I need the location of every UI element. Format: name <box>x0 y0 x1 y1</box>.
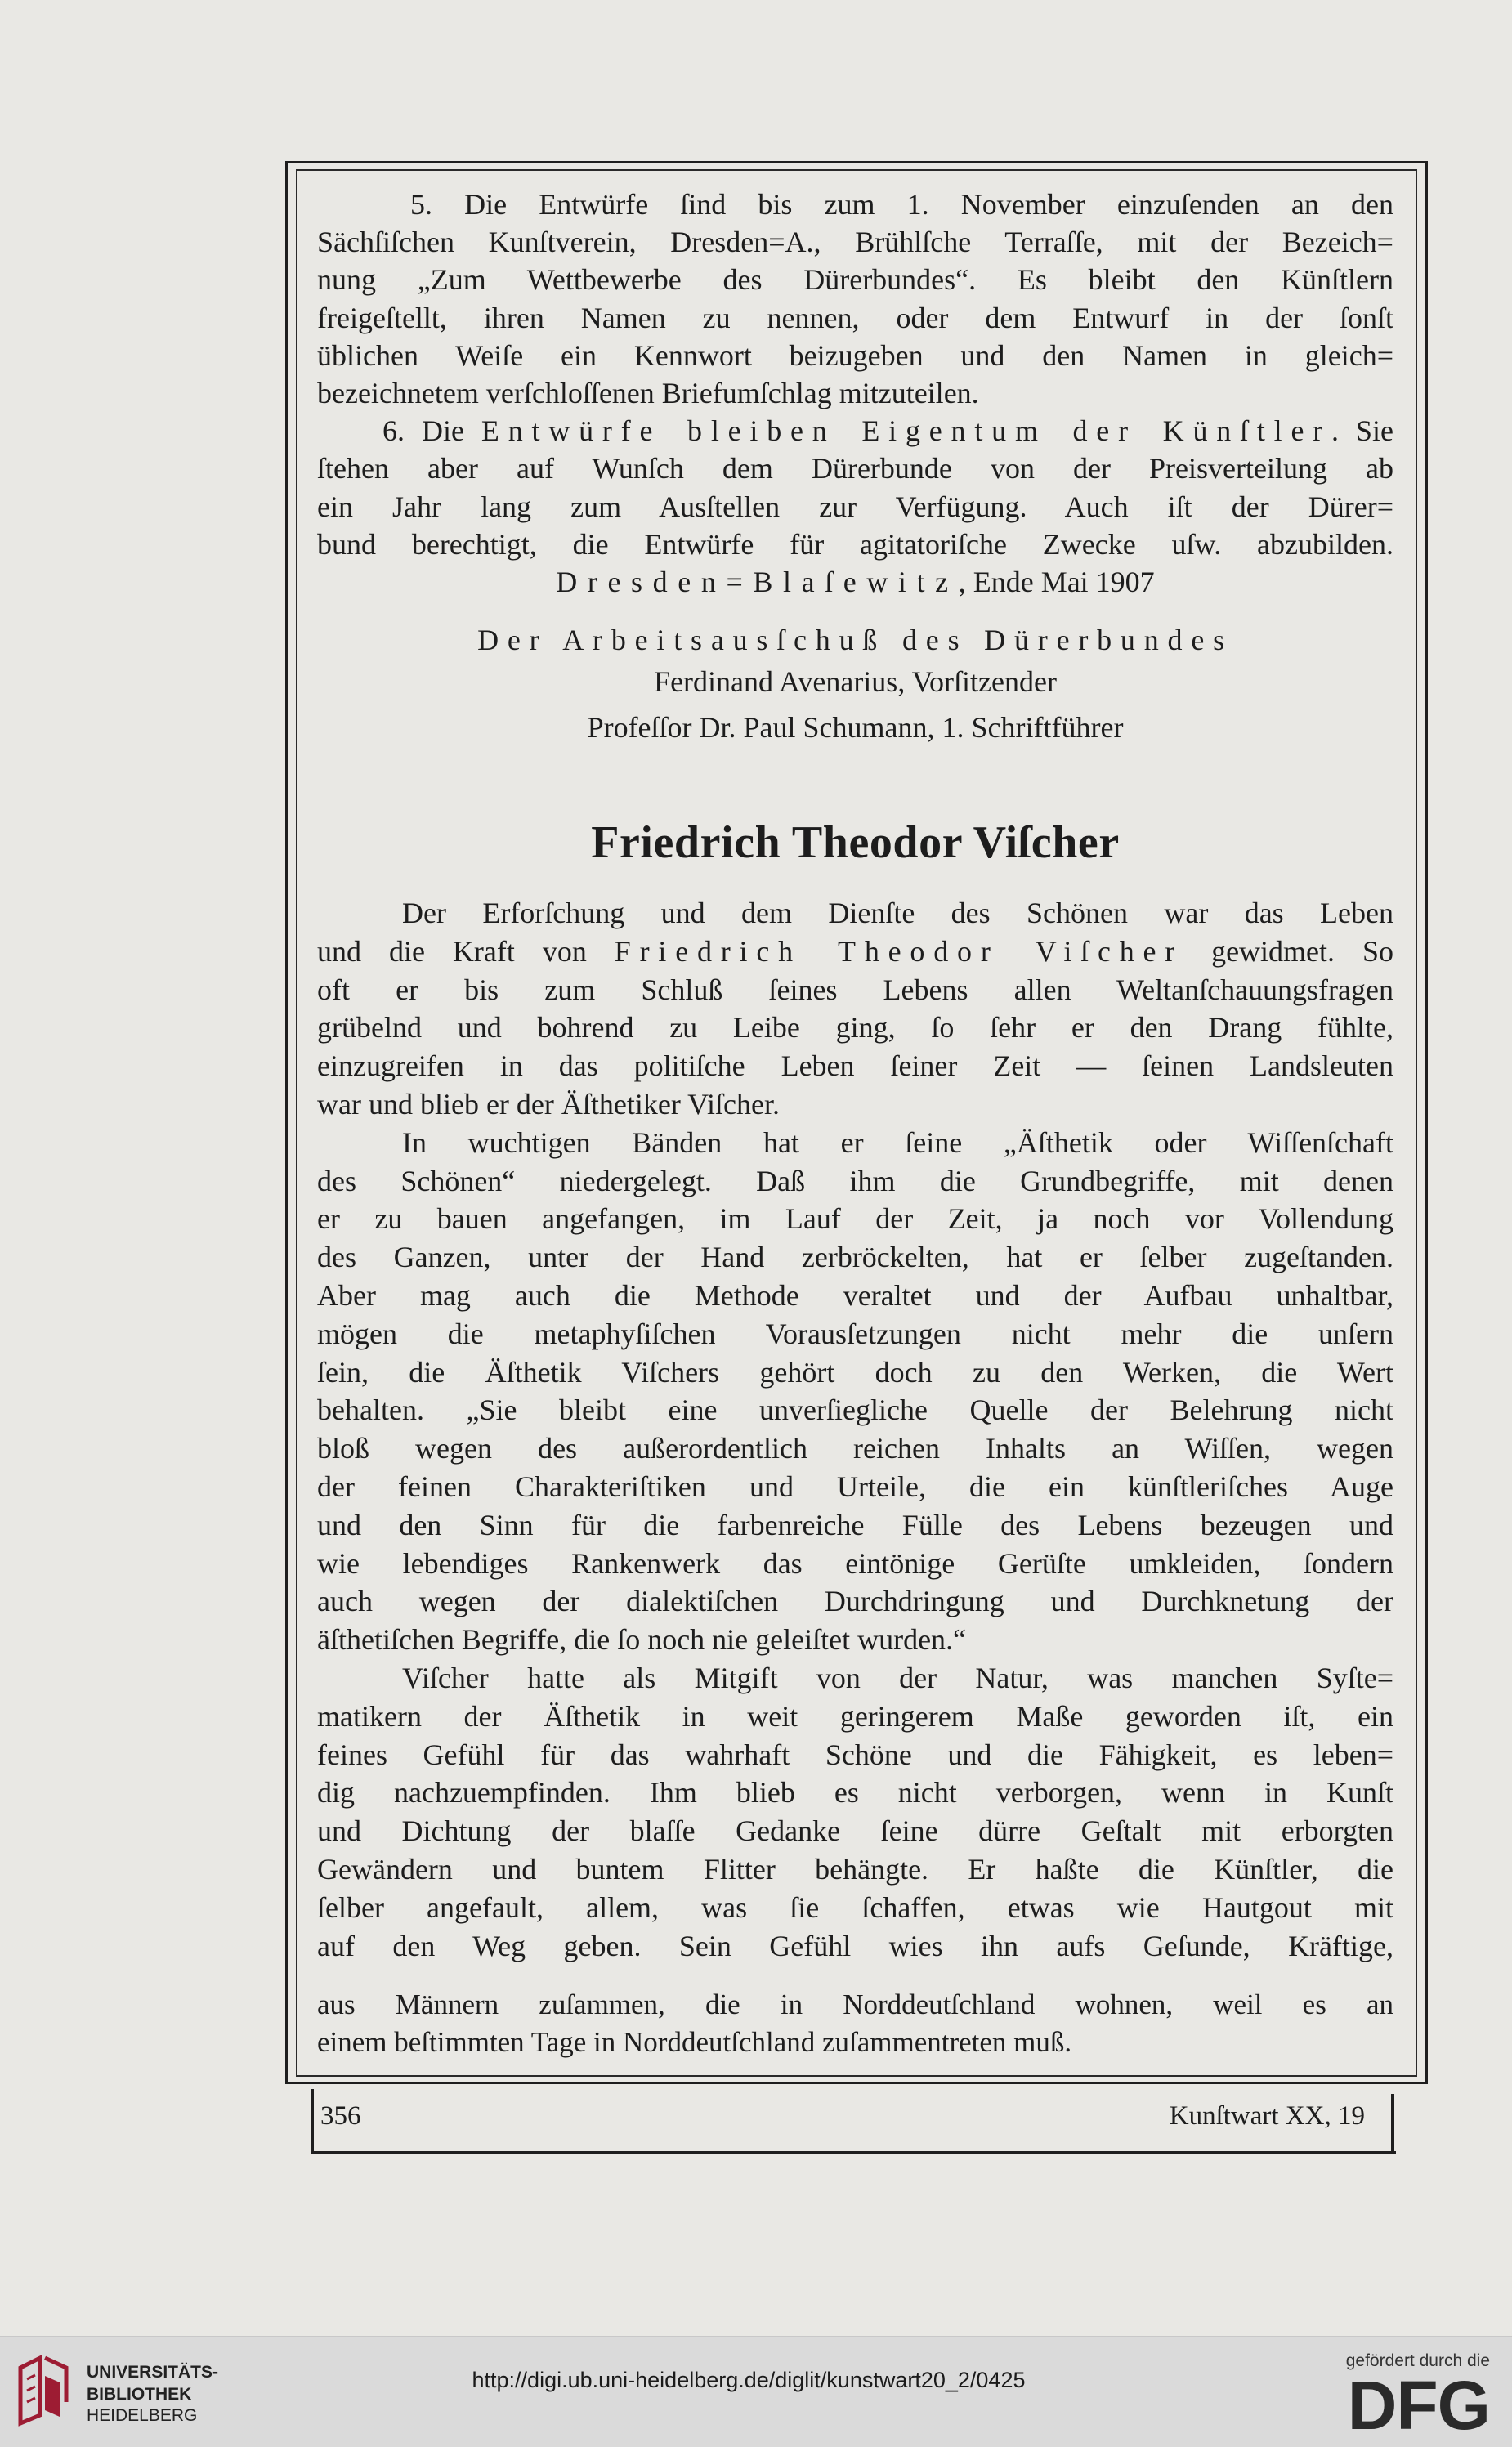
library-name: UNIVERSITÄTS- BIBLIOTHEK HEIDELBERG <box>87 2363 219 2425</box>
footnote <box>317 1986 1393 2061</box>
permalink-url[interactable]: http://digi.ub.uni-heidelberg.de/diglit/kunstwart20_2/0425 <box>472 2368 1026 2392</box>
article-line: Aber mag auch die Methode veraltet und der Aufbau unhaltbar, <box>317 1278 1393 1312</box>
article-line: wie lebendiges Rankenwerk das eintönige Gerüſte umkleiden, ſondern <box>317 1546 1393 1580</box>
article-line: behalten. „Sie bleibt eine unverſiegliche Quelle der Belehrung nicht <box>317 1393 1393 1427</box>
announcement-line: bezeichnetem verſchloſſenen Briefumſchlag mitzuteilen. <box>317 376 979 409</box>
article-line: äſthetiſchen Begriffe, die ſo noch nie geleiſtet wurden.“ <box>317 1623 967 1657</box>
article-line: auf den Weg geben. Sein Gefühl wies ihn aufs Geſunde, Kräftige, <box>317 1929 1393 1962</box>
dateline-place: Dresden=Blaſewitz <box>556 566 959 598</box>
announcement-line: üblichen Weiſe ein Kennwort beizugeben und den Namen in gleich= <box>317 338 1393 372</box>
article-body <box>317 894 1393 1965</box>
article-line: dig nachzuempfinden. Ihm blieb es nicht verborgen, wenn in Kunſt <box>317 1776 1393 1810</box>
footer-rule-left <box>311 2089 314 2154</box>
article-line: In wuchtigen Bänden hat er ſeine „Äſthetik oder Wiſſenſchaft <box>402 1125 1393 1159</box>
announcement-line: ſtehen aber auf Wunſch dem Dürerbunde von der Preisverteilung ab <box>317 452 1393 485</box>
article-line: Der Erforſchung und dem Dienſte des Schönen war das Leben <box>402 897 1393 929</box>
article-line: bloß wegen des außerordentlich reichen Inhalts an Wiſſen, wegen <box>317 1432 1393 1465</box>
line-tail: gewidmet. So <box>1211 934 1394 968</box>
article-title: Friedrich Theodor Viſcher <box>591 817 1120 868</box>
article-line: grübelnd und bohrend zu Leibe ging, ſo ſehr er den Drang fühlte, <box>317 1011 1393 1045</box>
article-line: ſelber angefault, allem, was ſie ſchaffen, etwas wie Hautgout mit <box>317 1890 1393 1924</box>
article-line: des Schönen“ niedergelegt. Daß ihm die Grundbegriffe, mit denen <box>317 1164 1393 1197</box>
article-line: der feinen Charakteriſtiken und Urteile, die ein künſtleriſches Auge <box>317 1470 1393 1503</box>
article-line: Gewändern und buntem Flitter behängte. Er haßte die Künſtler, die <box>317 1852 1393 1886</box>
announcement-line: Sächſiſchen Kunſtverein, Dresden=A., Brühlſche Terraſſe, mit der Bezeich= <box>317 226 1393 259</box>
article-line <box>317 933 1393 971</box>
footer-rule-right <box>1391 2094 1394 2154</box>
name-spaced-emphasis: Friedrich Theodor Viſcher <box>614 934 1184 968</box>
running-footer <box>320 2097 1365 2135</box>
dfg-logo: DFG <box>1347 2367 1490 2444</box>
committee-line <box>317 621 1393 659</box>
announcement-line: nung „Zum Wettbewerbe des Dürerbundes“. Es bleibt den Künſtlern <box>317 263 1393 297</box>
article-line: ſein, die Äſthetik Viſchers gehört doch zu den Werken, die Wert <box>317 1355 1393 1389</box>
announcement-line: freigeſtellt, ihren Namen zu nennen, oder dem Entwurf in der ſonſt <box>317 301 1393 334</box>
item6-tail: . Sie <box>1331 414 1393 448</box>
article-line: oft er bis zum Schluß ſeines Lebens allen Weltanſchauungsfragen <box>317 973 1393 1006</box>
footnote-line: einem beſtimmten Tage in Norddeutſchland zuſammentreten muß. <box>317 2026 1072 2058</box>
article-line: auch wegen der dialektiſchen Durchdringung und Durchknetung der <box>317 1585 1393 1618</box>
announcement-line: ein Jahr lang zum Ausſtellen zur Verfügung. Auch iſt der Dürer= <box>317 490 1393 523</box>
funding-note: gefördert durch die <box>1345 2351 1490 2370</box>
article-line: feines Gefühl für das wahrhaft Schöne und die Fähigkeit, es leben= <box>317 1738 1393 1771</box>
line-lead: und die Kraft von <box>317 934 587 968</box>
announcement-line: 5. Die Entwürfe ſind bis zum 1. November einzuſenden an den <box>410 188 1393 221</box>
signatory-chair: Ferdinand Avenarius, Vorſitzender <box>654 665 1057 698</box>
footer-rule-bottom <box>311 2151 1396 2154</box>
announcement-block <box>317 186 1393 563</box>
article-line: und den Sinn für die farbenreiche Fülle des Lebens bezeugen und <box>317 1508 1393 1541</box>
article-line: mögen die metaphyſiſchen Vorausſetzungen nicht mehr die unſern <box>317 1317 1393 1350</box>
announcement-line: bund berechtigt, die Entwürfe für agitatoriſche Zwecke uſw. abzubilden. <box>317 527 1393 561</box>
article-line: matikern der Äſthetik in weit geringerem Maße geworden iſt, ein <box>317 1699 1393 1733</box>
dateline-date: , Ende Mai 1907 <box>958 566 1155 598</box>
article-line: einzugreifen in das politiſche Leben ſeiner Zeit — ſeinen Landsleuten <box>317 1049 1393 1083</box>
article-line: des Ganzen, unter der Hand zerbröckelten, hat er ſelber zugeſtanden. <box>317 1241 1393 1274</box>
article-line: war und blieb er der Äſthetiker Viſcher. <box>317 1087 780 1121</box>
running-head: Kunſtwart XX, 19 <box>1169 2101 1365 2131</box>
footnote-line: aus Männern zuſammen, die in Norddeutſchland wohnen, weil es an <box>317 1988 1393 2020</box>
ub-heidelberg-logo-icon <box>16 2351 71 2427</box>
announcement-line <box>317 412 1393 450</box>
committee-name: Der Arbeitsausſchuß des Dürerbundes <box>477 624 1233 656</box>
article-line: Viſcher hatte als Mitgift von der Natur, was manchen Syſte= <box>402 1661 1393 1694</box>
digitization-bar <box>0 2336 1512 2447</box>
article-line: er zu bauen angefangen, im Lauf der Zeit, ja noch vor Vollendung <box>317 1202 1393 1236</box>
dateline <box>317 563 1393 601</box>
signatory-secretary: Profeſſor Dr. Paul Schumann, 1. Schriftführer <box>587 711 1124 744</box>
item6-spaced-emphasis: Entwürfe bleiben Eigentum der Künſtler <box>481 414 1332 448</box>
page-number: 356 <box>320 2101 361 2131</box>
item6-lead: 6. Die <box>382 414 464 448</box>
article-line: und Dichtung der blaſſe Gedanke ſeine dürre Geſtalt mit erborgten <box>317 1814 1393 1848</box>
